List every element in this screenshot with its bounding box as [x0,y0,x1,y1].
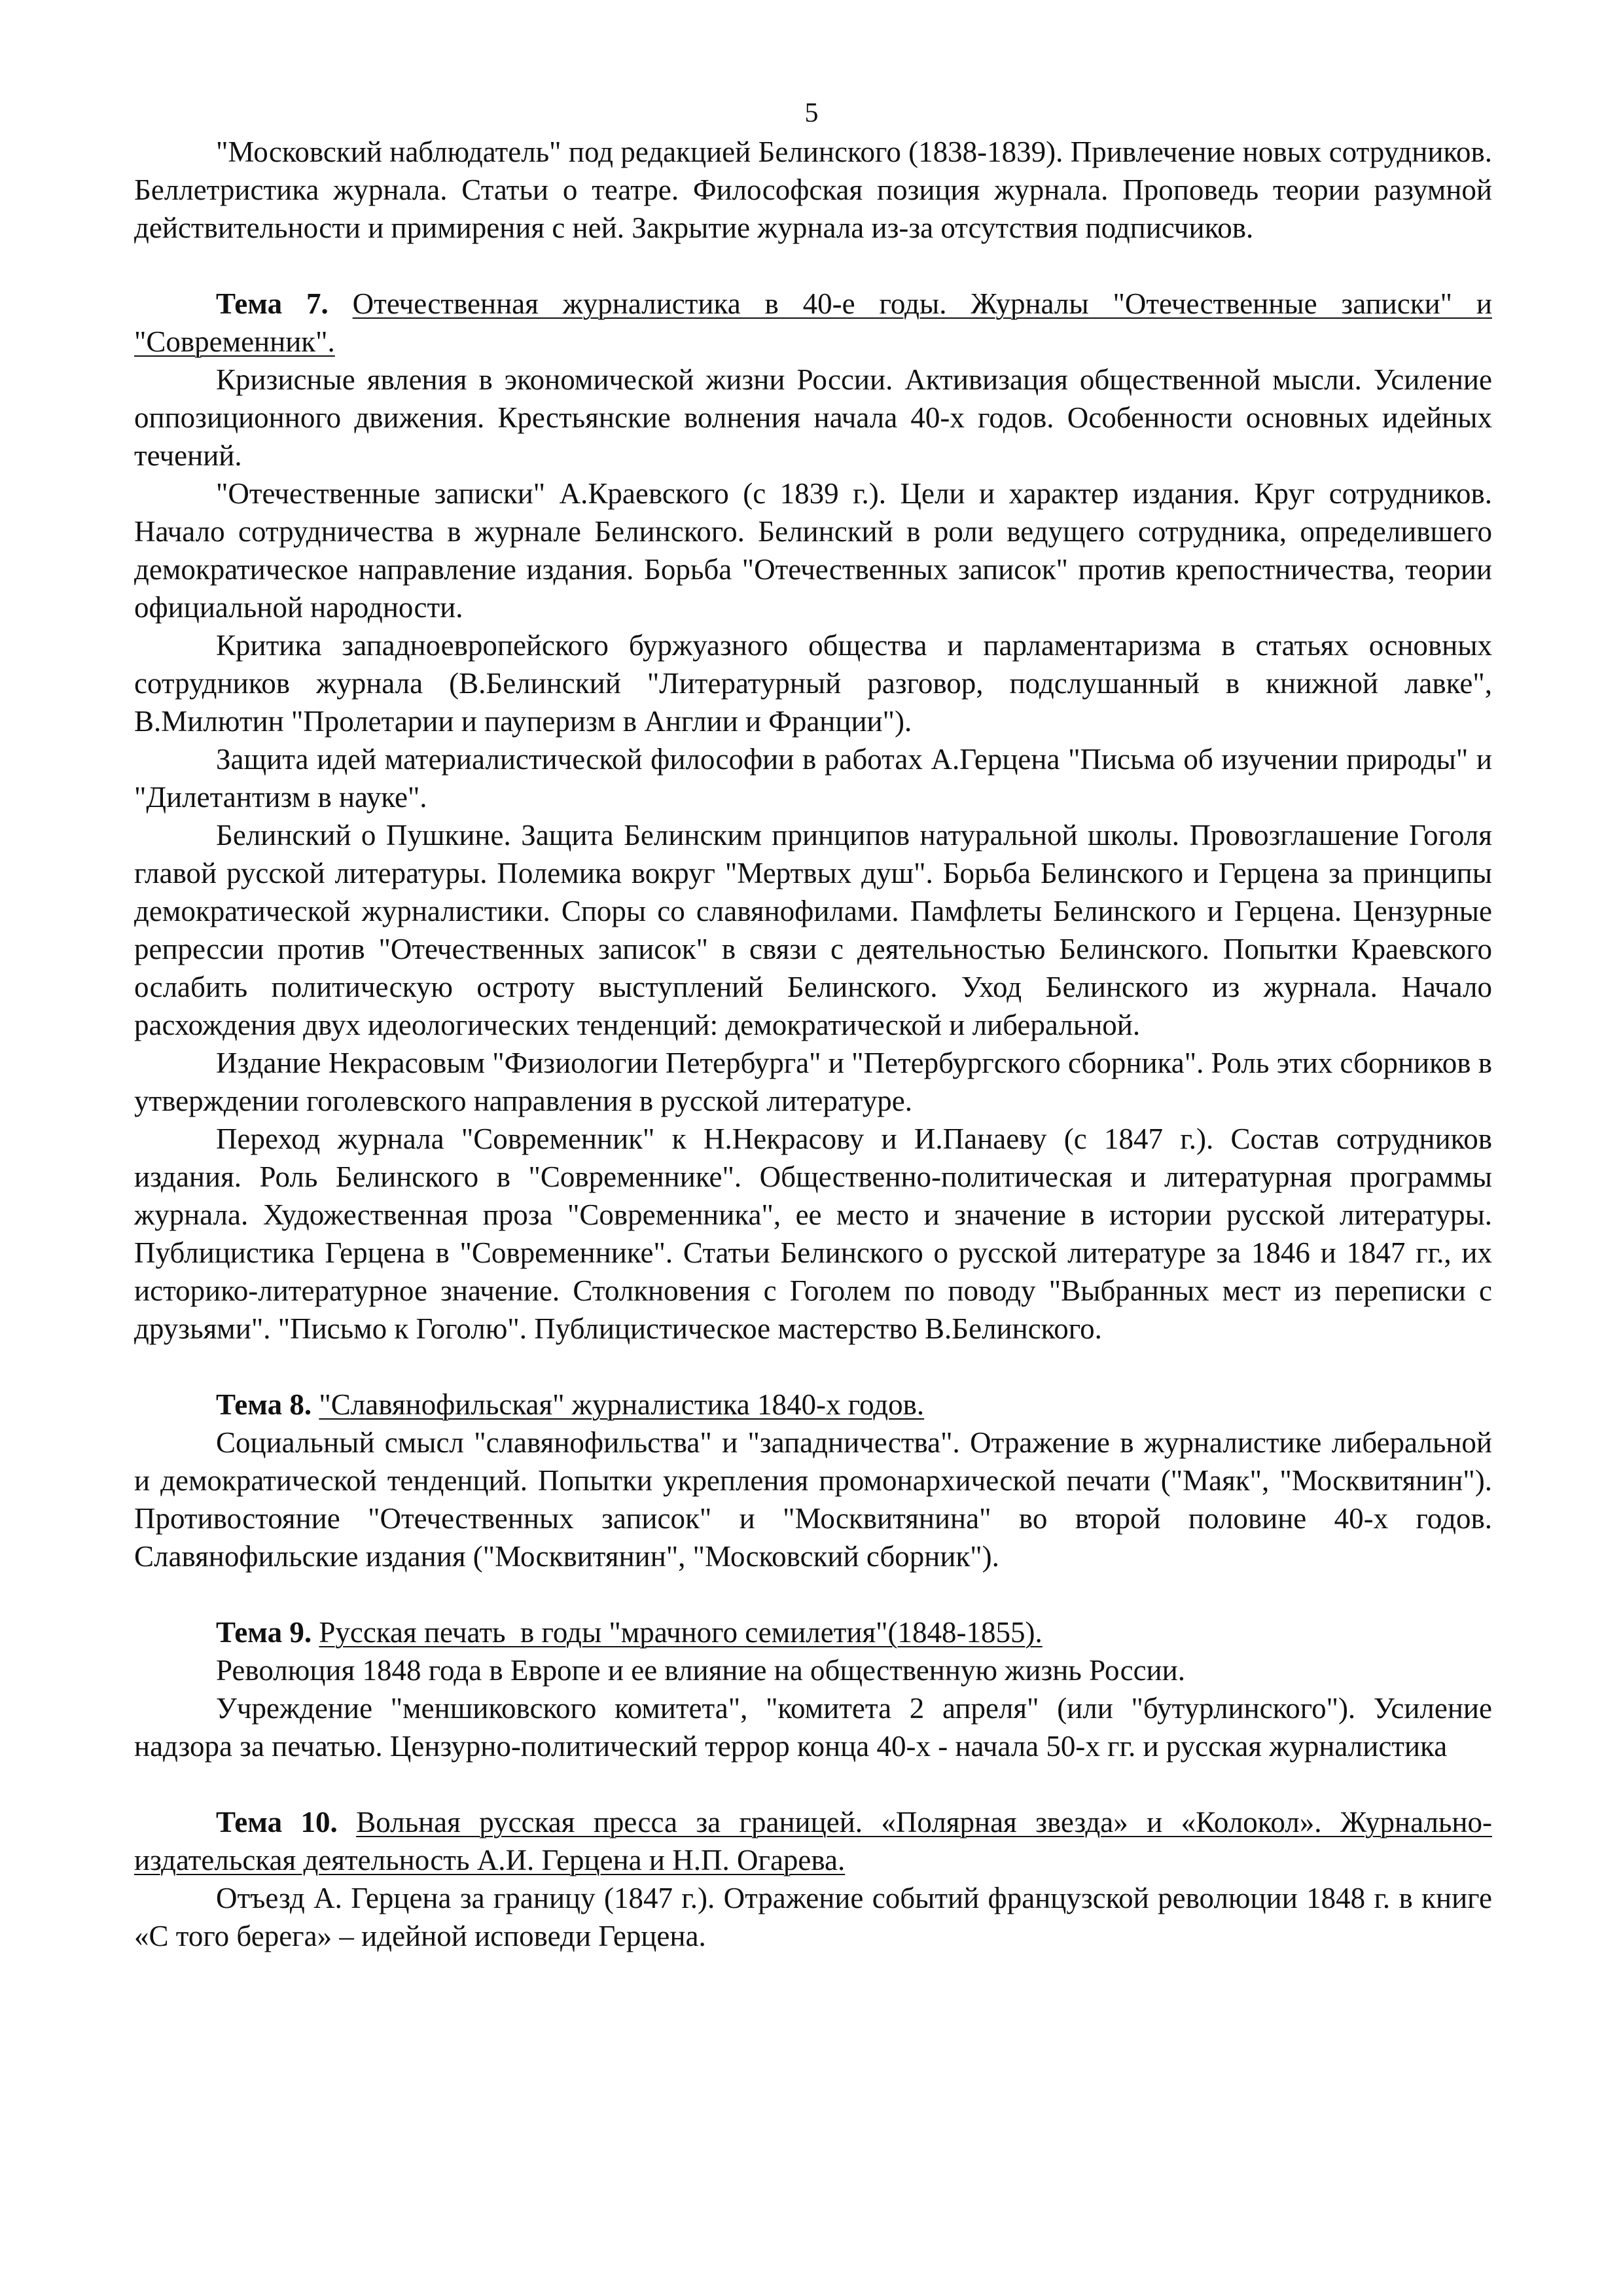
page-number: 5 [804,98,819,128]
topic-9-paragraph: Учреждение "меншиковского комитета", "комитета 2 апреля" (или "бутурлинского"). Усиление надзора за печатью. Цензурно-политический террор конца 40-х - начала 50-х гг. и русская журналистика [134,1692,1492,1763]
topic-8-heading [134,1386,1492,1424]
topic-7-title: Отечественная журналистика в 40-е годы. Журналы "Отечественные записки" и "Современник". [134,287,1493,358]
topic-7-paragraph: "Отечественные записки" А.Краевского (с 1839 г.). Цели и характер издания. Круг сотрудников. Начало сотрудничества в журнале Белинского. Белинский в роли ведущего сотрудника, определившего демократическое направление издания. Борьба "Отечественных записок" против крепостничества, теории официальной народности. [134,477,1492,624]
topic-7-label: Тема 7. [216,287,329,320]
topic-7-paragraph: Кризисные явления в экономической жизни России. Активизация общественной мысли. Усиление оппозиционного движения. Крестьянские волнения начала 40-х годов. Особенности основных идейных течений. [134,363,1492,472]
topic-9-heading [134,1613,1492,1651]
topic-10-section [134,1803,1492,1955]
topic-9-section [134,1613,1492,1765]
topic-9-title: Русская печать в годы "мрачного семилетия"(1848-1855). [319,1616,1043,1649]
topic-10-title: Вольная русская пресса за границей. «Полярная звезда» и «Колокол». Журнально-издательская деятельность А.И. Герцена и Н.П. Огарева. [134,1806,1492,1876]
topic-7-paragraph: Защита идей материалистической философии в работах А.Герцена "Письма об изучении природы" и "Дилетантизм в науке". [134,743,1492,814]
topic-8-paragraph: Социальный смысл "славянофильства" и "западничества". Отражение в журналистике либеральной и демократической тенденций. Попытки укрепления промонархической печати ("Маяк", "Москвитянин"). Противостояние "Отечественных записок" и "Москвитянина" во второй половине 40-х годов. Славянофильские издания ("Москвитянин", "Московский сборник"). [134,1426,1492,1573]
topic-9-label: Тема 9. [216,1616,312,1649]
topic-7-heading [134,285,1492,361]
topic-10-paragraph: Отъезд А. Герцена за границу (1847 г.). Отражение событий французской революции 1848 г. в книге «С того берега» – идейной исповеди Герцена. [134,1882,1492,1952]
topic-10-label: Тема 10. [216,1806,338,1839]
topic-10-heading [134,1803,1492,1879]
topic-7-paragraph: Критика западноевропейского буржуазного общества и парламентаризма в статьях основных сотрудников журнала (В.Белинский "Литературный разговор, подслушанный в книжной лавке", В.Милютин "Пролетарии и пауперизм в Англии и Франции"). [134,629,1492,738]
topic-8-section [134,1386,1492,1575]
topic-8-title: "Славянофильская" журналистика 1840-х годов. [319,1388,925,1421]
topic-8-label: Тема 8. [216,1388,312,1421]
topic-7-paragraph: Издание Некрасовым "Физиологии Петербурга" и "Петербургского сборника". Роль этих сборников в утверждении гоголевского направления в русской литературе. [134,1047,1492,1117]
intro-paragraph: "Московский наблюдатель" под редакцией Белинского (1838-1839). Привлечение новых сотрудников. Беллетристика журнала. Статьи о театре. Философская позиция журнала. Проповедь теории разумной действительности и примирения с ней. Закрытие журнала из-за отсутствия подписчиков. [134,135,1492,244]
topic-7-paragraph: Переход журнала "Современник" к Н.Некрасову и И.Панаеву (с 1847 г.). Состав сотрудников издания. Роль Белинского в "Современнике". Общественно-политическая и литературная программы журнала. Художественная проза "Современника", ее место и значение в истории русской литературы. Публицистика Герцена в "Современнике". Статьи Белинского о русской литературе за 1846 и 1847 гг., их историко-литературное значение. Столкновения с Гоголем по поводу "Выбранных мест из переписки с друзьями". "Письмо к Гоголю". Публицистическое мастерство В.Белинского. [134,1122,1492,1345]
topic-7-paragraph: Белинский о Пушкине. Защита Белинским принципов натуральной школы. Провозглашение Гоголя главой русской литературы. Полемика вокруг "Мертвых душ". Борьба Белинского и Герцена за принципы демократической журналистики. Споры со славянофилами. Памфлеты Белинского и Герцена. Цензурные репрессии против "Отечественных записок" в связи с деятельностью Белинского. Попытки Краевского ослабить политическую остроту выступлений Белинского. Уход Белинского из журнала. Начало расхождения двух идеологических тенденций: демократической и либеральной. [134,819,1492,1041]
topic-7-section [134,285,1492,1348]
document-body [134,133,1492,1955]
topic-9-paragraph: Революция 1848 года в Европе и ее влияние на общественную жизнь России. [216,1654,1185,1687]
